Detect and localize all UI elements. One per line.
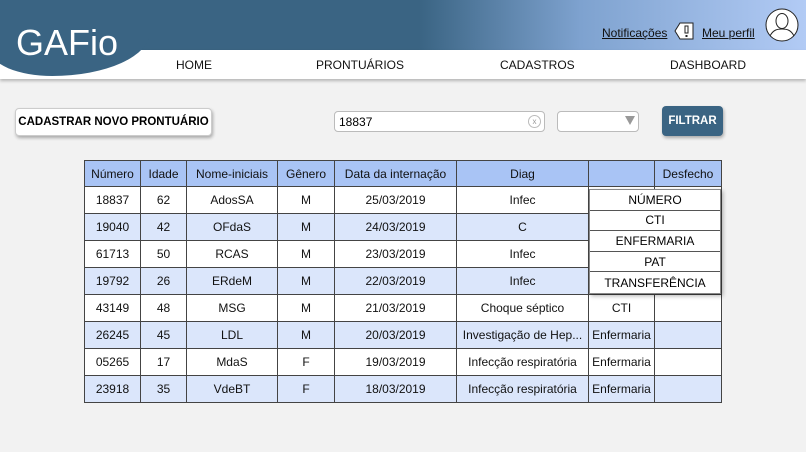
column-header[interactable]: Diag	[457, 161, 589, 187]
table-cell: 18837	[85, 187, 141, 214]
table-cell: M	[278, 214, 335, 241]
table-cell: F	[278, 349, 335, 376]
table-cell: OFdaS	[187, 214, 278, 241]
table-cell: VdeBT	[187, 376, 278, 403]
table-cell: 19792	[85, 268, 141, 295]
table-cell: MdaS	[187, 349, 278, 376]
clear-search-button[interactable]: x	[528, 115, 541, 128]
filter-dropdown-menu	[589, 189, 721, 294]
table-cell: 50	[141, 241, 187, 268]
nav-prontuarios[interactable]: PRONTUÁRIOS	[316, 58, 405, 72]
table-cell	[655, 376, 722, 403]
nav-dashboard[interactable]: DASHBOARD	[670, 58, 747, 72]
table-cell: Enfermaria	[589, 376, 655, 403]
table-cell: 61713	[85, 241, 141, 268]
table-cell: Enfermaria	[589, 322, 655, 349]
table-cell: Infec	[457, 241, 589, 268]
table-cell: Infec	[457, 187, 589, 214]
table-cell: C	[457, 214, 589, 241]
dropdown-option[interactable]: CTI	[590, 211, 720, 232]
table-cell: 26	[141, 268, 187, 295]
notification-alert-icon[interactable]	[674, 22, 694, 40]
table-cell: Infecção respiratória	[457, 349, 589, 376]
table-cell: ERdeM	[187, 268, 278, 295]
table-cell: M	[278, 295, 335, 322]
table-cell: Infecção respiratória	[457, 376, 589, 403]
new-record-button[interactable]: CADASTRAR NOVO PRONTUÁRIO	[15, 108, 212, 136]
column-header[interactable]: Número	[85, 161, 141, 187]
table-cell: 21/03/2019	[335, 295, 457, 322]
table-cell: MSG	[187, 295, 278, 322]
table-cell	[655, 349, 722, 376]
table-row[interactable]	[85, 349, 722, 376]
column-header[interactable]: Nome-iniciais	[187, 161, 278, 187]
dropdown-option[interactable]: NÚMERO	[590, 190, 720, 211]
filter-button[interactable]: FILTRAR	[662, 106, 723, 136]
table-cell: 62	[141, 187, 187, 214]
table-cell: Choque séptico	[457, 295, 589, 322]
table-cell: LDL	[187, 322, 278, 349]
table-cell: 26245	[85, 322, 141, 349]
column-header[interactable]: Idade	[141, 161, 187, 187]
table-cell: 43149	[85, 295, 141, 322]
table-cell: 24/03/2019	[335, 214, 457, 241]
table-cell: Investigação de Hep...	[457, 322, 589, 349]
table-cell: F	[278, 376, 335, 403]
nav-cadastros[interactable]: CADASTROS	[500, 58, 575, 72]
table-cell: 19/03/2019	[335, 349, 457, 376]
table-cell: 19040	[85, 214, 141, 241]
table-cell: 35	[141, 376, 187, 403]
column-header[interactable]: Desfecho	[655, 161, 722, 187]
table-cell: 18/03/2019	[335, 376, 457, 403]
table-cell: RCAS	[187, 241, 278, 268]
column-header[interactable]: Data da internação	[335, 161, 457, 187]
table-cell: Infec	[457, 268, 589, 295]
table-row[interactable]	[85, 376, 722, 403]
table-row[interactable]	[85, 295, 722, 322]
user-avatar-icon[interactable]	[765, 8, 799, 42]
table-cell: 22/03/2019	[335, 268, 457, 295]
table-cell: CTI	[589, 295, 655, 322]
column-header[interactable]: Gênero	[278, 161, 335, 187]
table-cell: 23918	[85, 376, 141, 403]
table-cell: 48	[141, 295, 187, 322]
search-input[interactable]	[334, 111, 545, 132]
chevron-down-icon	[625, 116, 635, 125]
table-cell	[655, 295, 722, 322]
nav-home[interactable]: HOME	[176, 58, 212, 72]
profile-link[interactable]: Meu perfil	[702, 26, 755, 40]
table-cell: Enfermaria	[589, 349, 655, 376]
table-cell: M	[278, 187, 335, 214]
dropdown-option[interactable]: PAT	[590, 252, 720, 273]
table-cell: 05265	[85, 349, 141, 376]
table-cell: AdosSA	[187, 187, 278, 214]
dropdown-option[interactable]: TRANSFERÊNCIA	[604, 275, 706, 290]
table-cell: 20/03/2019	[335, 322, 457, 349]
table-cell: M	[278, 268, 335, 295]
table-cell: M	[278, 322, 335, 349]
table-row[interactable]	[85, 322, 722, 349]
table-cell: 45	[141, 322, 187, 349]
column-header[interactable]	[589, 161, 655, 187]
table-cell: 23/03/2019	[335, 241, 457, 268]
table-cell: 17	[141, 349, 187, 376]
notifications-link[interactable]: Notificações	[602, 26, 668, 40]
dropdown-option[interactable]: ENFERMARIA	[590, 231, 720, 252]
table-cell: 42	[141, 214, 187, 241]
table-cell: 25/03/2019	[335, 187, 457, 214]
table-cell: M	[278, 241, 335, 268]
table-cell	[655, 322, 722, 349]
app-logo: GAFio	[16, 22, 119, 63]
